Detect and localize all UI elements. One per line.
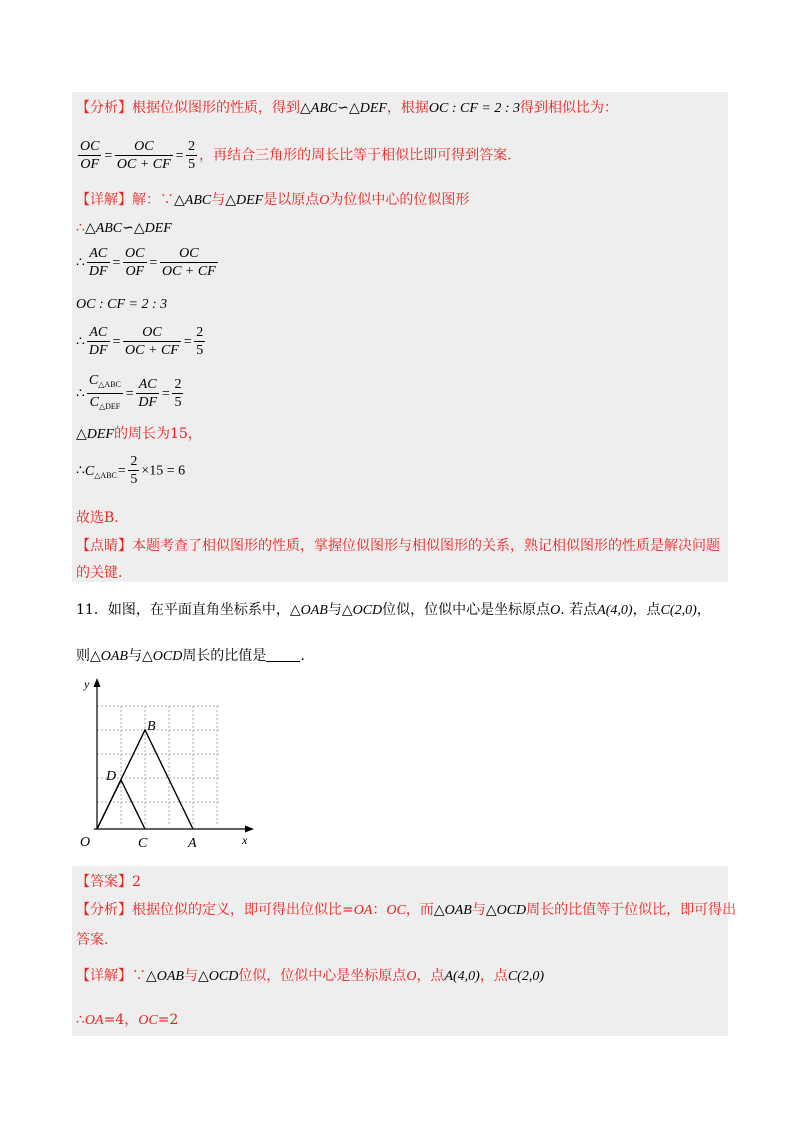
- answer-line: [76, 872, 141, 892]
- analysis-tag: 【分析】: [76, 902, 132, 918]
- fraction: $\frac{AC}{DF}$: [88, 325, 108, 358]
- detail-tag: 【详解】: [76, 968, 132, 984]
- fraction: $\frac{2}{5}$: [174, 377, 182, 410]
- fraction: $\frac{AC}{DF}$: [138, 377, 157, 410]
- y-axis-arrow: [94, 678, 101, 687]
- analysis-line-2: $\frac{OC}{OF}$ = $\frac{OC}{OC + CF}$ = $\frac{2}{5}$ ，再结合三角形的周长比等于相似比即可得到答案.: [80, 139, 512, 172]
- analysis-line-1: 【分析】根据位似图形的性质，得到△ABC∽△DEF，根据OC : CF = 2 : 3得到相似比为：: [76, 100, 619, 116]
- fraction: $\frac{2}{5}$: [196, 325, 204, 358]
- detail-line-5: ∴ $\frac{AC}{DF}$ = $\frac{OC}{OC + CF}$ = $\frac{2}{5}$: [76, 325, 204, 358]
- choice-line: 故选B.: [76, 510, 119, 526]
- dashed-grid: [97, 706, 220, 826]
- detail-line-1: 【详解】解：∵△ABC与△DEF是以原点O为位似中心的位似图形: [76, 192, 470, 208]
- answer-blank: [266, 649, 300, 662]
- label-c: C: [138, 836, 148, 851]
- fraction: $\frac{2}{5}$: [130, 454, 138, 487]
- detail-line-2: ∴△ABC∽△DEF: [76, 220, 172, 236]
- detail-line-8: $\therefore C_{\triangle ABC}=$ $\frac{2}{5}$ ×15 = 6: [76, 454, 186, 487]
- analysis2-line-2: 答案.: [76, 932, 109, 948]
- detail2-line-2: ∴OA=4，OC=2: [76, 1012, 179, 1028]
- fraction: $\frac{C_{\triangle ABC}}{C_{\triangle DEF}}$: [88, 373, 121, 411]
- fraction: $\frac{OC}{OF}$: [80, 139, 100, 172]
- comment-line-1: 【点睛】本题考查了相似图形的性质，掌握位似图形与相似图形的关系，熟记相似图形的性质是解决问题: [76, 538, 720, 554]
- fraction: $\frac{OC}{OC + CF}$: [161, 246, 216, 279]
- question-number: 11．如图，在平面直角坐标系中，: [76, 602, 290, 618]
- answer-value: 2: [132, 874, 141, 890]
- detail-line-6: ∴ $\frac{C_{\triangle ABC}}{C_{\triangle DEF}}$ = $\frac{AC}{DF}$ = $\frac{2}{5}$: [76, 372, 185, 415]
- analysis2-line-1: 【分析】根据位似的定义，即可得出位似比=OA：OC，而△OAB与△OCD周长的比值等于位似比，即可得出: [76, 902, 737, 918]
- question-11-line-2: 则△OAB与△OCD周长的比值是 .: [76, 648, 305, 664]
- detail-line-3: ∴ $\frac{AC}{DF}$ = $\frac{OC}{OF}$ = $\frac{OC}{OC + CF}$: [76, 246, 216, 279]
- question-11-line-1: 11．如图，在平面直角坐标系中，△OAB与△OCD位似，位似中心是坐标原点O. 若点A(4,0)，点C(2,0)，: [76, 602, 711, 618]
- fraction: $\frac{2}{5}$: [188, 139, 196, 172]
- detail-line-7: △DEF的周长为15，: [76, 426, 202, 442]
- fraction: $\frac{OC}{OC + CF}$: [116, 139, 171, 172]
- answer-tag: 【答案】: [76, 874, 132, 890]
- detail-line-4: OC : CF = 2 : 3: [76, 297, 168, 312]
- detail-tag: 【详解】: [76, 192, 132, 208]
- x-axis-arrow: [245, 826, 254, 833]
- label-b: B: [147, 719, 156, 734]
- detail2-line-1: 【详解】∵△OAB与△OCD位似，位似中心是坐标原点O，点A(4,0)，点C(2,0): [76, 968, 544, 984]
- label-o: O: [80, 835, 91, 850]
- label-d: D: [106, 769, 117, 784]
- coordinate-figure: [74, 674, 264, 854]
- comment-tag: 【点睛】: [76, 538, 132, 554]
- analysis-tag: 【分析】: [76, 100, 132, 116]
- fraction: $\frac{OC}{OF}$: [125, 246, 145, 279]
- comment-line-2: 的关键.: [76, 565, 123, 581]
- x-axis-label: x: [242, 833, 248, 847]
- label-a: A: [188, 836, 197, 851]
- y-axis-label: y: [84, 677, 90, 691]
- fraction: $\frac{AC}{DF}$: [88, 246, 108, 279]
- fraction: $\frac{OC}{OC + CF}$: [125, 325, 179, 358]
